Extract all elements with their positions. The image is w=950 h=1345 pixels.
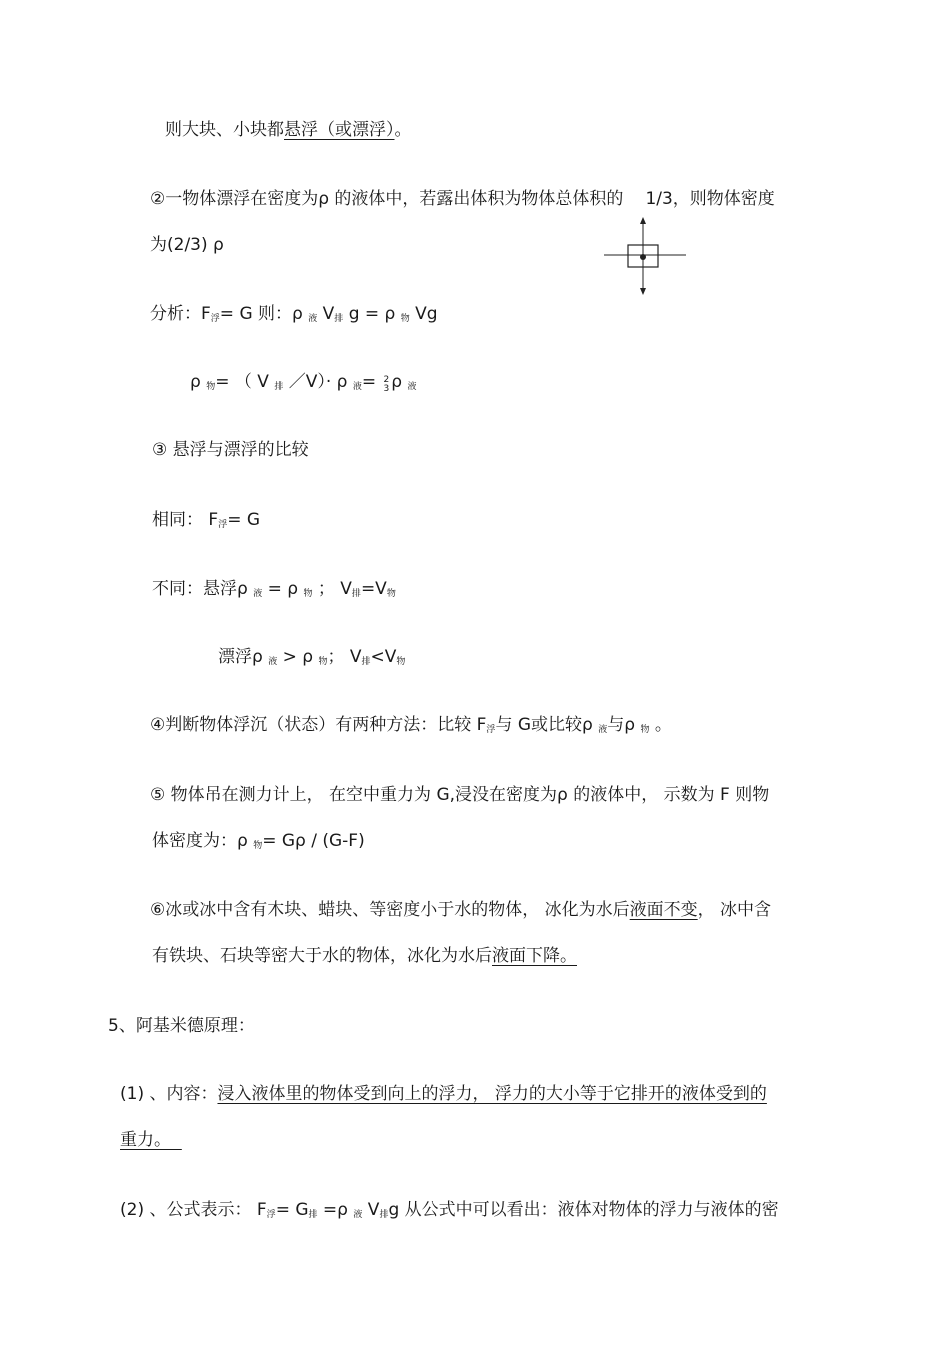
answer-underline: 悬浮（或漂浮） <box>284 120 395 140</box>
difference-suspend-line: 不同：悬浮ρ $_液$ = ρ $_物$ ； $V_排=V_物$ <box>152 579 396 599</box>
text-line-2: ②一物体漂浮在密度为ρ 的液体中，若露出体积为物体总体积的 1/3，则物体密度 <box>150 189 775 209</box>
content-line-2 <box>120 1128 182 1152</box>
content-line-1: (1) 、内容：浸入液体里的物体受到向上的浮力， 浮力的大小等于它排开的液体受到的 <box>120 1084 767 1104</box>
density-formula-line: ρ $_物$= （ V $_排$ ／V）· ρ $_液$= 2 3 ρ $_液$ <box>190 372 417 394</box>
fraction-two-thirds: 2 3 <box>383 375 390 394</box>
floating-object-diagram <box>600 215 690 297</box>
text-line-3: 为(2/3) ρ <box>150 235 224 255</box>
comparison-heading: ③ 悬浮与漂浮的比较 <box>152 440 309 460</box>
answer-underline: 液面下降。 <box>492 946 577 966</box>
answer-underline: 重力。 <box>120 1130 171 1150</box>
difference-float-line: 漂浮ρ $_液$ > ρ $_物$； $V_排<V_物$ <box>218 647 406 667</box>
spring-scale-line: ⑤ 物体吊在测力计上， 在空中重力为 G,浸没在密度为ρ 的液体中， 示数为 F 则物 <box>150 785 770 805</box>
same-line: 相同： $F_浮= G$ <box>152 510 261 530</box>
section-heading-archimedes: 5、阿基米德原理： <box>108 1016 255 1036</box>
answer-underline: 液面不变 <box>629 900 698 920</box>
ice-line-1: ⑥冰或冰中含有木块、蜡块、等密度小于水的物体， 冰化为水后液面不变， 冰中含 <box>150 900 772 920</box>
formula-line: (2) 、公式表示： $F_浮= G_排 =\rho$ $_液$ $V_排g$ 从公式中可以看出：液体对物体的浮力与液体的密 <box>120 1200 779 1220</box>
answer-underline: 浸入液体里的物体受到向上的浮力， 浮力的大小等于它排开的液体受到的 <box>217 1084 767 1104</box>
ice-line-2: 有铁块、石块等密大于水的物体，冰化为水后液面下降。 <box>152 946 577 966</box>
analysis-line: 分析：$F_浮= G$ 则：ρ $_液$ $V_排$ g = ρ $_物$ Vg <box>150 304 438 324</box>
judge-method-line: ④判断物体浮沉（状态）有两种方法：比较 $F_浮$与 G或比较ρ $_液$与ρ $_物$ 。 <box>150 715 672 735</box>
spring-scale-formula-line: 体密度为：ρ $_物$= Gρ / (G-F) <box>152 831 365 851</box>
text-line-1: 则大块、小块都悬浮（或漂浮）。 <box>165 120 412 140</box>
